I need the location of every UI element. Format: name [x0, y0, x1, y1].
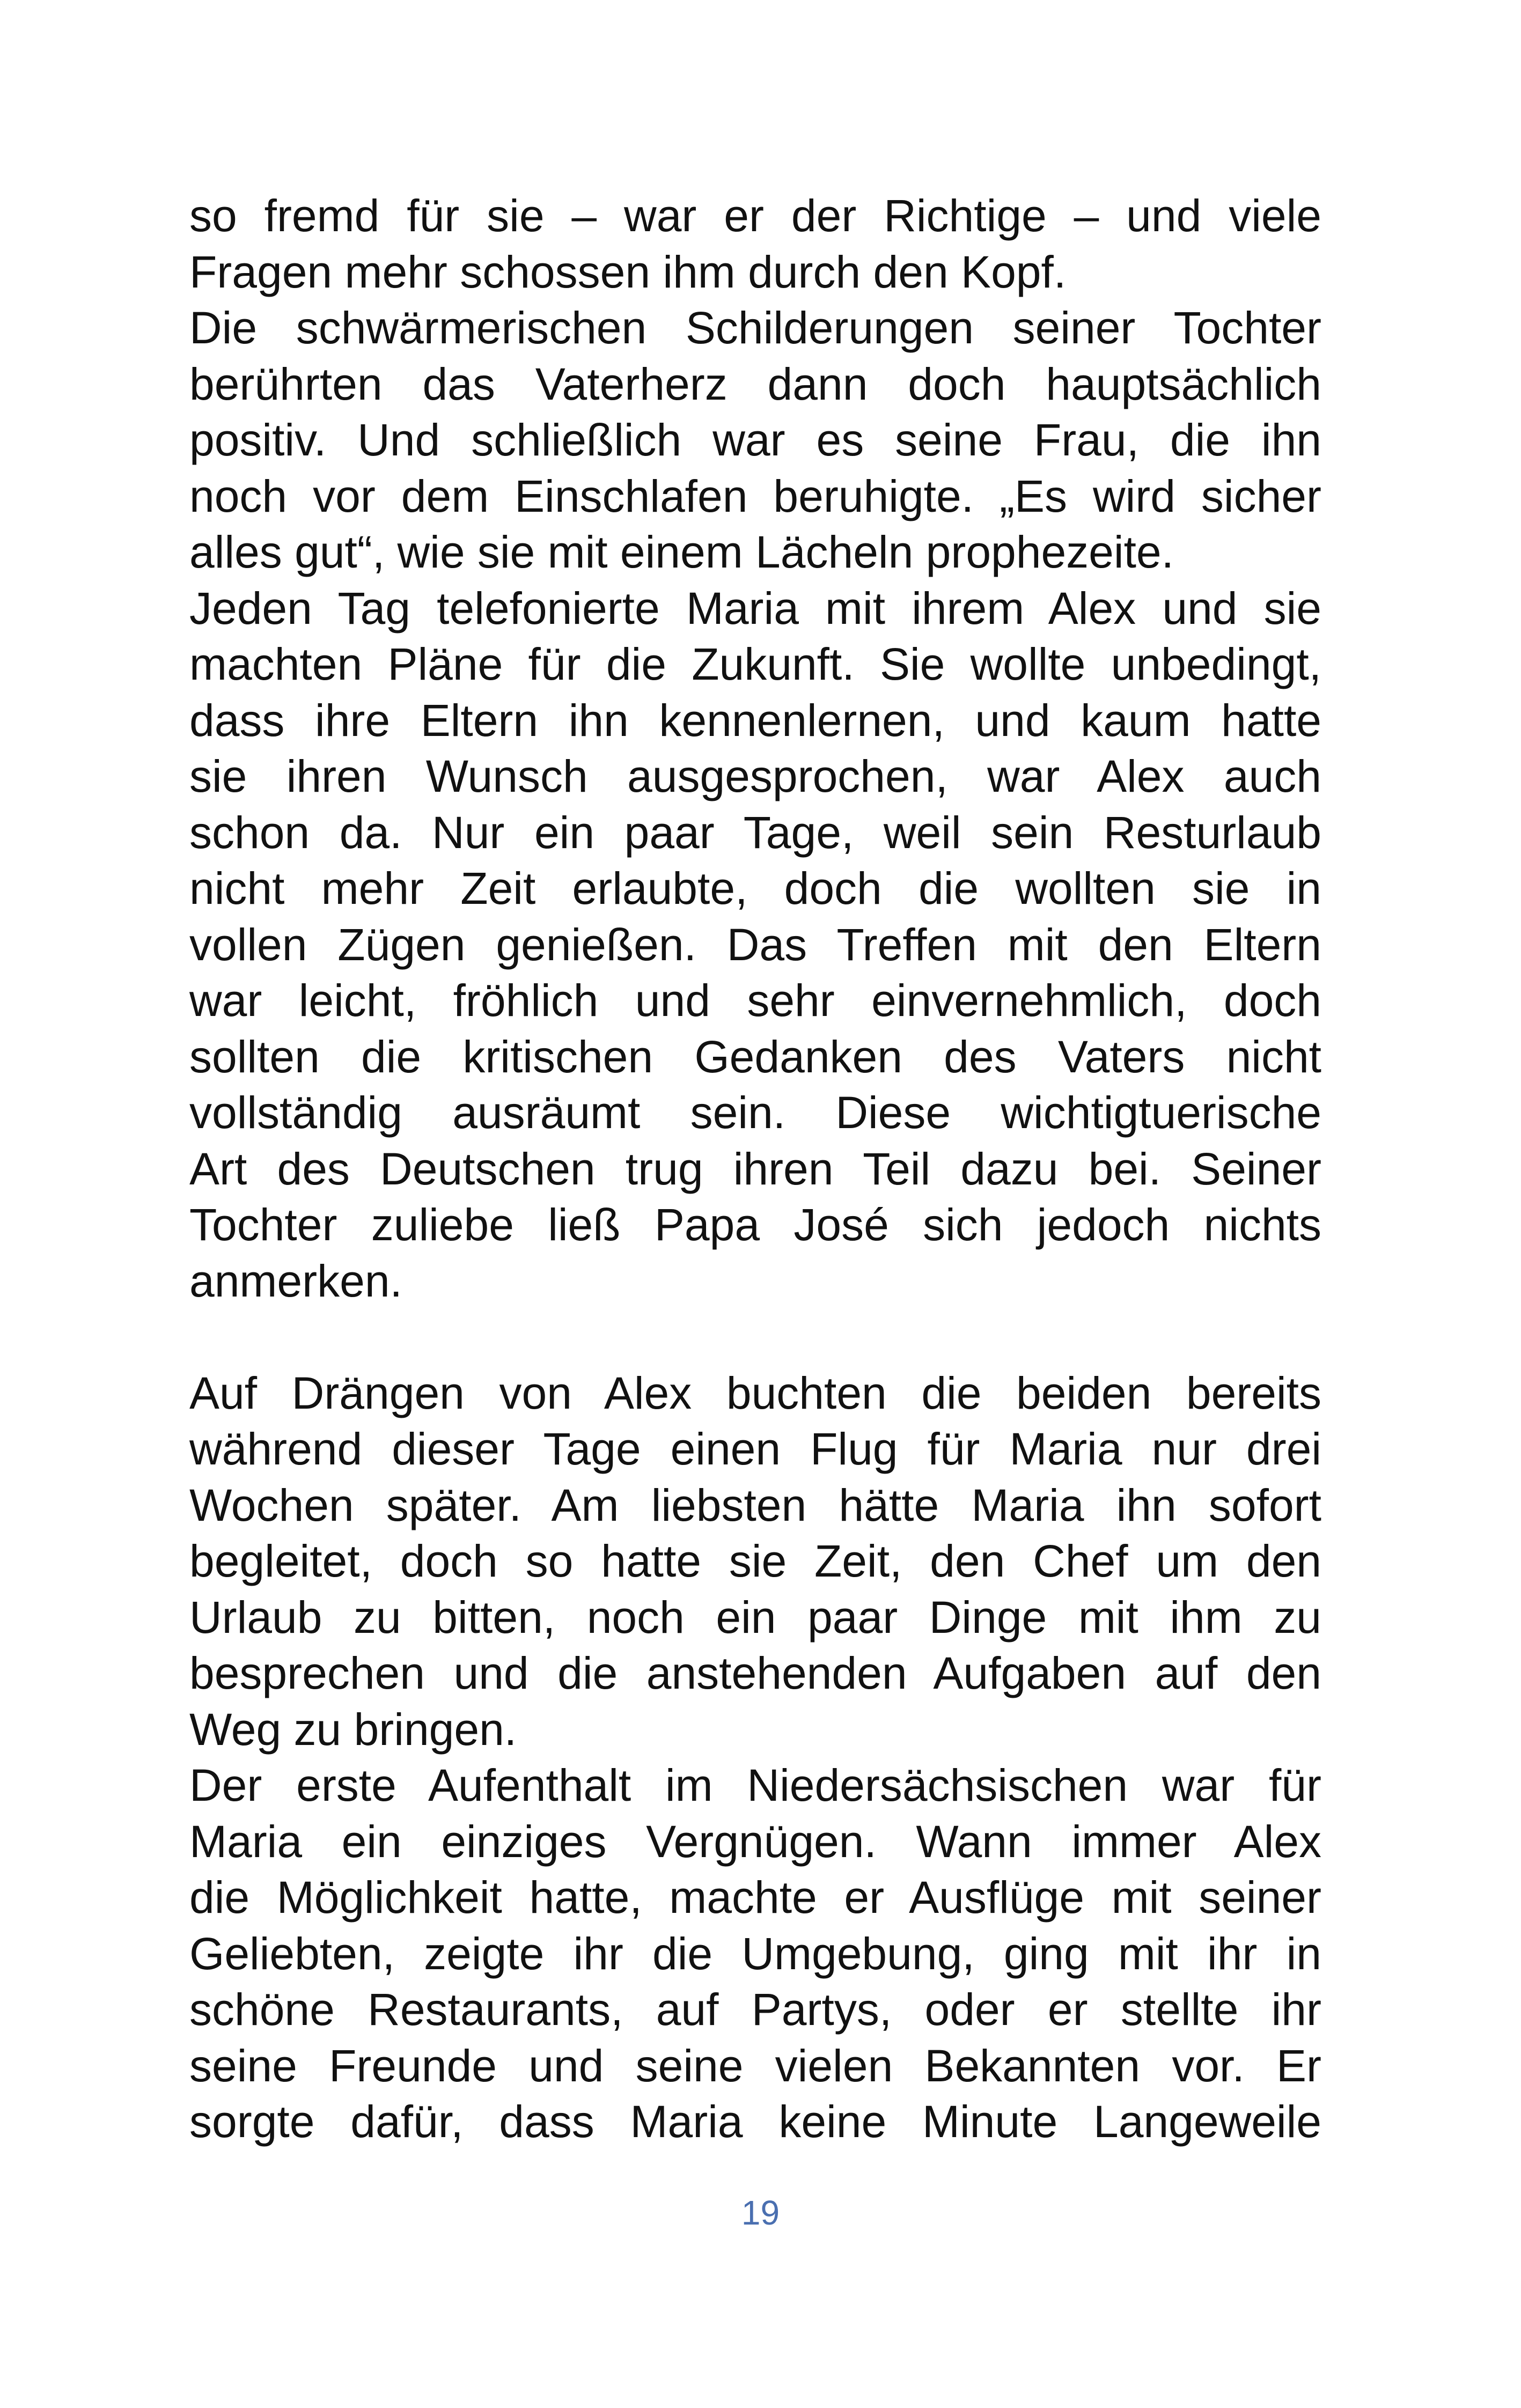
text-line: Tochter zuliebe ließ Papa José sich jedoch nichts	[189, 1199, 1321, 1250]
text-line: war leicht, fröhlich und sehr einvernehmlich, doch	[189, 975, 1321, 1026]
text-line: sie ihren Wunsch ausgesprochen, war Alex auch	[189, 751, 1321, 801]
text-line: während dieser Tage einen Flug für Maria nur drei	[189, 1424, 1321, 1474]
text-line: Die schwärmerischen Schilderungen seiner Tochter	[189, 303, 1321, 353]
text-line: Urlaub zu bitten, noch ein paar Dinge mit ihm zu	[189, 1592, 1321, 1643]
text-line: Geliebten, zeigte ihr die Umgebung, ging mit ihr in	[189, 1928, 1321, 1979]
page-number: 19	[741, 2193, 780, 2232]
text-line: begleitet, doch so hatte sie Zeit, den Chef um den	[189, 1536, 1321, 1586]
text-line: Art des Deutschen trug ihren Teil dazu bei. Seiner	[189, 1143, 1321, 1194]
text-line: Maria ein einziges Vergnügen. Wann immer Alex	[189, 1816, 1321, 1867]
text-line: seine Freunde und seine vielen Bekannten vor. Er	[189, 2040, 1321, 2091]
text-line: Weg zu bringen.	[189, 1704, 517, 1755]
text-line: alles gut“, wie sie mit einem Lächeln prophezeite.	[189, 527, 1174, 577]
text-line: schon da. Nur ein paar Tage, weil sein Resturlaub	[189, 807, 1321, 858]
text-line: die Möglichkeit hatte, machte er Ausflüge mit seiner	[189, 1872, 1321, 1923]
text-line: machten Pläne für die Zukunft. Sie wollte unbedingt,	[189, 639, 1321, 689]
text-line: so fremd für sie – war er der Richtige – und viele	[189, 190, 1321, 241]
text-line: schöne Restaurants, auf Partys, oder er stellte ihr	[189, 1984, 1321, 2035]
paragraph-gap	[189, 1309, 1321, 1365]
text-line: dass ihre Eltern ihn kennenlernen, und kaum hatte	[189, 695, 1321, 746]
text-line: sollten die kritischen Gedanken des Vaters nicht	[189, 1031, 1321, 1082]
text-line: sorgte dafür, dass Maria keine Minute Langeweile	[189, 2096, 1321, 2147]
text-line: Auf Drängen von Alex buchten die beiden bereits	[189, 1367, 1321, 1418]
text-line: Jeden Tag telefonierte Maria mit ihrem Alex und sie	[189, 583, 1321, 634]
text-line: vollen Zügen genießen. Das Treffen mit den Eltern	[189, 919, 1321, 970]
text-line: berührten das Vaterherz dann doch hauptsächlich	[189, 358, 1321, 409]
text-line: Fragen mehr schossen ihm durch den Kopf.	[189, 246, 1067, 297]
text-line: vollständig ausräumt sein. Diese wichtigtuerische	[189, 1087, 1321, 1138]
text-line: positiv. Und schließlich war es seine Frau, die ihn	[189, 415, 1321, 465]
body-text	[189, 188, 1321, 2150]
text-line: noch vor dem Einschlafen beruhigte. „Es wird sicher	[189, 470, 1321, 521]
text-line: nicht mehr Zeit erlaubte, doch die wollten sie in	[189, 863, 1321, 914]
text-line: Wochen später. Am liebsten hätte Maria ihn sofort	[189, 1479, 1321, 1530]
text-line: besprechen und die anstehenden Aufgaben auf den	[189, 1648, 1321, 1698]
text-line: Der erste Aufenthalt im Niedersächsischen war für	[189, 1760, 1321, 1810]
text-line: anmerken.	[189, 1255, 402, 1306]
